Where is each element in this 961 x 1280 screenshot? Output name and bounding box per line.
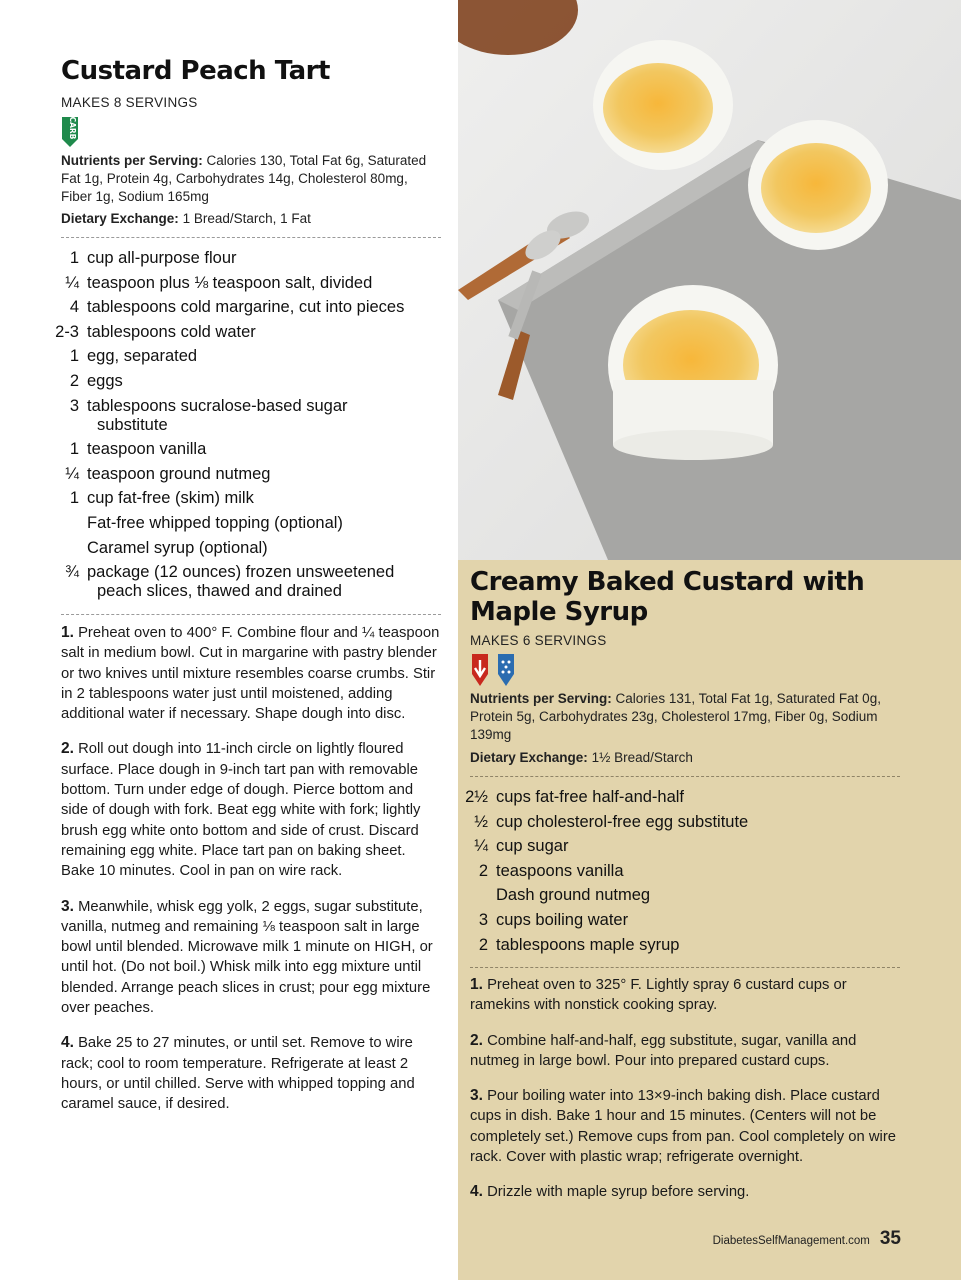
ingredient-quantity: 1 bbox=[69, 440, 79, 459]
step-text: Combine half-and-half, egg substitute, sugar, vanilla and nutmeg in large bowl. Pour into prepared custard cups. bbox=[470, 1032, 857, 1069]
custard-peach-tart-column bbox=[0, 0, 458, 1280]
custard-badges bbox=[470, 654, 516, 691]
ingredient-quantity: 2 bbox=[478, 861, 488, 880]
custard-nutrients-label: Nutrients per Serving: bbox=[470, 691, 612, 706]
ingredient-item bbox=[55, 397, 440, 435]
ingredient-text-line: tablespoons cold margarine, cut into pieces bbox=[87, 298, 405, 317]
ingredient-text-line: cup all-purpose flour bbox=[87, 249, 237, 267]
ingredient-quantity: ¼ bbox=[65, 273, 79, 292]
page-footer bbox=[713, 1228, 901, 1250]
custard-title-line1: Creamy Baked Custard with bbox=[470, 567, 865, 597]
ingredient-quantity: ½ bbox=[474, 812, 488, 831]
custard-exchange bbox=[470, 750, 693, 765]
ingredient-text bbox=[87, 489, 440, 508]
tart-badges bbox=[61, 117, 79, 152]
divider bbox=[61, 237, 441, 238]
ingredient-quantity: 2-3 bbox=[55, 322, 79, 341]
ingredient-item bbox=[55, 347, 440, 366]
ingredient-item bbox=[464, 862, 904, 881]
tart-nutrients-values: Calories 130, Total Fat 6g, Saturated Fat 1g, Protein 4g, Carbohydrates 14g, Cholesterol 80mg, Fiber 1g, Sodium 165mg bbox=[61, 153, 427, 204]
ingredient-item bbox=[464, 911, 904, 930]
ingredient-quantity bbox=[464, 886, 496, 905]
tart-nutrients bbox=[61, 152, 436, 206]
ingredient-item bbox=[55, 274, 440, 293]
tart-nutrients-label: Nutrients per Serving: bbox=[61, 153, 203, 168]
ingredient-item bbox=[464, 788, 904, 807]
ingredient-item bbox=[55, 298, 440, 317]
ingredient-text bbox=[87, 372, 440, 391]
tart-exchange bbox=[61, 211, 311, 226]
ingredient-text bbox=[496, 813, 904, 832]
ingredient-text-line: Caramel syrup (optional) bbox=[87, 538, 268, 557]
step-number: 4. bbox=[470, 1183, 483, 1201]
divider bbox=[470, 776, 900, 777]
ingredient-quantity: 1 bbox=[69, 347, 79, 366]
ingredient-item bbox=[55, 539, 440, 558]
ingredient-text bbox=[87, 347, 440, 366]
ingredient-text-line: cups boiling water bbox=[496, 910, 629, 929]
ingredient-item bbox=[55, 563, 440, 601]
step-number: 1. bbox=[61, 624, 74, 641]
custard-ingredient-list bbox=[464, 788, 904, 960]
ingredient-text bbox=[87, 563, 440, 601]
direction-step bbox=[470, 975, 900, 1016]
step-text: Meanwhile, whisk egg yolk, 2 eggs, sugar substitute, vanilla, nutmeg and remaining ⅛ teaspoon salt in large bowl until blended. Microwave milk 1 minute on HIGH, or until hot. (Do not boil.) Whisk milk into egg mixture until blended. Arrange peach slices in crust; pour egg mixture over peaches. bbox=[61, 898, 433, 1017]
page-number: 35 bbox=[879, 1228, 901, 1249]
ingredient-quantity bbox=[55, 539, 87, 558]
ingredient-quantity: ¾ bbox=[65, 563, 79, 582]
tart-exchange-value: 1 Bread/Starch, 1 Fat bbox=[182, 211, 311, 226]
custard-title bbox=[470, 567, 864, 627]
step-number: 4. bbox=[61, 1034, 74, 1052]
ingredient-text bbox=[87, 465, 440, 484]
ingredient-quantity: 1 bbox=[69, 249, 79, 267]
ingredient-quantity: 2 bbox=[69, 371, 79, 390]
ingredient-text-line: Fat-free whipped topping (optional) bbox=[87, 513, 343, 532]
ingredient-text-line: cups fat-free half-and-half bbox=[496, 788, 685, 806]
ingredient-item bbox=[55, 372, 440, 391]
ingredient-text bbox=[87, 514, 440, 533]
ingredient-text-line: cup sugar bbox=[496, 837, 569, 856]
ingredient-text-continued: substitute bbox=[97, 415, 168, 434]
ingredient-text bbox=[496, 862, 904, 881]
baked-custard-column bbox=[458, 0, 961, 1280]
ingredient-text bbox=[496, 837, 904, 856]
step-text: Roll out dough into 11-inch circle on lightly floured surface. Place dough in 9-inch tart pan with removable bottom. Turn under edge of dough. Pierce bottom and side of dough with fork. Beat egg white with fork; lightly brush egg white onto bottom and side of crust. Discard remaining egg white. Place tart pan on baking sheet. Bake 10 minutes. Cool in pan on wire rack. bbox=[61, 741, 421, 880]
step-text: Pour boiling water into 13×9-inch baking dish. Place custard cups in dish. Bake 1 hour and 15 minutes. (Centers will not be completely set.) Remove cups from pan. Cool completely on wire rack. Cover with plastic wrap; refrigerate overnight. bbox=[470, 1088, 896, 1166]
ingredient-item bbox=[464, 936, 904, 955]
direction-step bbox=[61, 623, 441, 724]
ingredient-text-line: egg, separated bbox=[87, 347, 198, 366]
custard-photo bbox=[458, 0, 961, 560]
direction-step bbox=[470, 1182, 900, 1202]
ingredient-text-line: eggs bbox=[87, 371, 123, 390]
step-number: 1. bbox=[470, 976, 483, 993]
ingredient-item bbox=[55, 465, 440, 484]
custard-title-line2: Maple Syrup bbox=[470, 597, 648, 627]
tart-title: Custard Peach Tart bbox=[61, 56, 330, 86]
ingredient-text bbox=[87, 440, 440, 459]
ingredient-text bbox=[87, 298, 440, 317]
custard-directions bbox=[470, 975, 900, 1218]
ingredient-quantity: 2½ bbox=[465, 788, 488, 806]
ingredient-quantity: ¼ bbox=[65, 464, 79, 483]
direction-step bbox=[470, 1086, 900, 1167]
ingredient-item bbox=[55, 489, 440, 508]
ingredient-quantity bbox=[55, 514, 87, 533]
ingredient-text-continued: peach slices, thawed and drained bbox=[97, 582, 342, 601]
ingredient-quantity: 2 bbox=[478, 935, 488, 954]
ingredient-quantity: 3 bbox=[478, 910, 488, 929]
ingredient-text-line: teaspoon vanilla bbox=[87, 440, 207, 459]
ingredient-text-line: tablespoons cold water bbox=[87, 322, 256, 341]
ingredient-text-line: Dash ground nutmeg bbox=[496, 886, 651, 905]
ingredient-item bbox=[55, 323, 440, 342]
ingredient-text-line: teaspoon plus ⅛ teaspoon salt, divided bbox=[87, 273, 373, 292]
ingredient-item bbox=[464, 886, 904, 905]
ingredient-text bbox=[87, 397, 440, 435]
divider bbox=[61, 614, 441, 615]
step-text: Preheat oven to 400° F. Combine flour and ¼ teaspoon salt in medium bowl. Cut in margarine with pastry blender or two knives until mixture resembles coarse crumbs. Stir in 2 tablespoons water just until moistened, adding additional water if necessary. Shape dough into disc. bbox=[61, 625, 440, 723]
ingredient-item bbox=[464, 837, 904, 856]
ingredient-text-line: teaspoon ground nutmeg bbox=[87, 464, 271, 483]
step-text: Drizzle with maple syrup before serving. bbox=[487, 1184, 750, 1201]
ingredient-text bbox=[496, 911, 904, 930]
step-number: 3. bbox=[470, 1087, 483, 1105]
ingredient-item bbox=[55, 514, 440, 533]
direction-step bbox=[61, 897, 441, 1019]
custard-nutrients-values: Calories 131, Total Fat 1g, Saturated Fat 0g, Protein 5g, Carbohydrates 23g, Cholesterol 17mg, Fiber 0g, Sodium 139mg bbox=[470, 691, 881, 742]
low-cholesterol-badge-icon bbox=[496, 654, 516, 691]
ingredient-text bbox=[87, 539, 440, 558]
ingredient-text-line: cup fat-free (skim) milk bbox=[87, 489, 254, 508]
direction-step bbox=[470, 1031, 900, 1072]
custard-exchange-label: Dietary Exchange: bbox=[470, 750, 588, 765]
tart-exchange-label: Dietary Exchange: bbox=[61, 211, 179, 226]
ingredient-text bbox=[87, 274, 440, 293]
ingredient-text bbox=[496, 936, 904, 955]
direction-step bbox=[61, 739, 441, 881]
ingredient-text bbox=[496, 788, 904, 807]
ingredient-text bbox=[87, 323, 440, 342]
ingredient-text-line: tablespoons sucralose-based sugar bbox=[87, 396, 348, 415]
low-fat-badge-icon bbox=[470, 654, 490, 691]
divider bbox=[470, 967, 900, 968]
ingredient-quantity: 3 bbox=[69, 396, 79, 415]
ingredient-item bbox=[464, 813, 904, 832]
ingredient-quantity: 1 bbox=[69, 489, 79, 508]
custard-exchange-value: 1½ Bread/Starch bbox=[591, 750, 693, 765]
step-number: 3. bbox=[61, 897, 74, 915]
ingredient-quantity: 4 bbox=[69, 298, 79, 317]
ingredient-text bbox=[87, 249, 440, 268]
carb-badge-icon bbox=[61, 117, 79, 152]
ingredient-text-line: cup cholesterol-free egg substitute bbox=[496, 812, 749, 831]
tart-servings: MAKES 8 SERVINGS bbox=[61, 95, 198, 110]
step-text: Preheat oven to 325° F. Lightly spray 6 custard cups or ramekins with nonstick cooking spray. bbox=[470, 977, 847, 1014]
ingredient-item bbox=[55, 249, 440, 268]
ingredient-text-line: tablespoons maple syrup bbox=[496, 935, 680, 954]
custard-recipe-panel bbox=[458, 560, 961, 1280]
ingredient-quantity: ¼ bbox=[474, 837, 488, 856]
ingredient-text bbox=[496, 886, 904, 905]
ingredient-item bbox=[55, 440, 440, 459]
custard-nutrients bbox=[470, 690, 910, 744]
step-number: 2. bbox=[61, 740, 74, 758]
tart-ingredient-list bbox=[55, 249, 440, 607]
step-text: Bake 25 to 27 minutes, or until set. Remove to wire rack; cool to room temperature. Refrigerate at least 2 hours, or until chilled. Serve with whipped topping and caramel sauce, if desired. bbox=[61, 1035, 415, 1113]
step-number: 2. bbox=[470, 1031, 483, 1049]
carb-badge-label: CARB bbox=[68, 117, 77, 140]
ingredient-text-line: package (12 ounces) frozen unsweetened bbox=[87, 563, 395, 582]
footer-site: DiabetesSelfManagement.com bbox=[712, 1235, 870, 1247]
tart-directions bbox=[61, 623, 441, 1130]
direction-step bbox=[61, 1033, 441, 1114]
ingredient-text-line: teaspoons vanilla bbox=[496, 861, 624, 880]
custard-servings: MAKES 6 SERVINGS bbox=[470, 633, 607, 648]
